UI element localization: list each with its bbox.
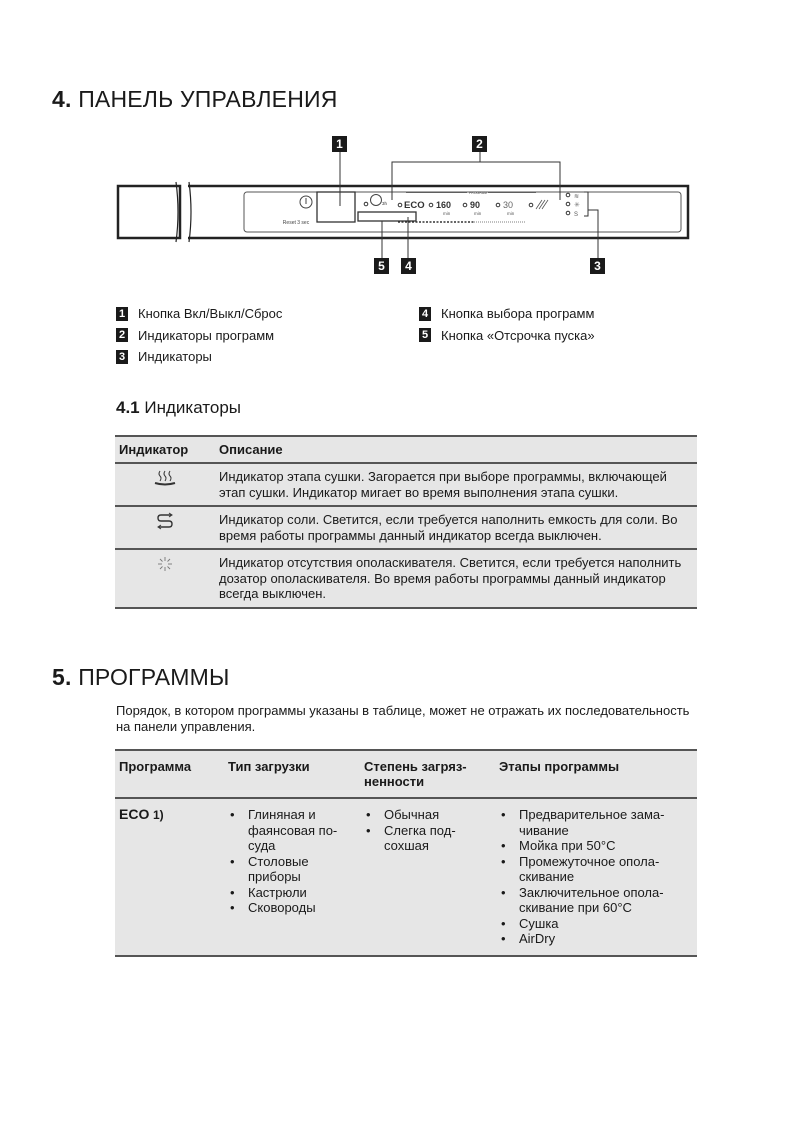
legend-badge: 1 [116, 307, 128, 321]
section-4-heading [52, 86, 338, 113]
section-number: 5. [52, 664, 72, 690]
callout-5: 5 [374, 258, 389, 274]
program-90-unit: min [474, 211, 482, 216]
legend-item [419, 303, 595, 325]
reset-label: Reset 3 sec [282, 220, 310, 226]
program-30-unit: min [507, 211, 515, 216]
callout-2: 2 [472, 136, 487, 152]
indicator-description: Индикатор этапа сушки. Загорается при выборе программы, включающей этап сушки. Индикатор мигает во время выполнения этапа сушки. [215, 463, 697, 506]
header-indicator: Индикатор [115, 436, 215, 463]
program-footnote: 1) [152, 808, 164, 822]
list-item: • AirDry [499, 931, 693, 947]
indicator-description: Индикатор отсутствия ополаскивателя. Светится, если требуется наполнить дозатор ополаскивателя. Во время работы программы данный индикатор всегда выключен. [215, 549, 697, 608]
salt-icon [155, 512, 175, 530]
legend-label: Индикаторы программ [138, 327, 275, 343]
control-panel-diagram [110, 134, 700, 279]
section-title: ПРОГРАММЫ [78, 664, 230, 690]
list-item: • Обычная [364, 807, 491, 823]
callout-1: 1 [332, 136, 347, 152]
legend-label: Кнопка «Отсрочка пуска» [441, 327, 595, 343]
header-description: Описание [215, 436, 697, 463]
list-item: • Сковороды [228, 900, 356, 916]
header-soil-level: Степень загряз- ненности [360, 750, 495, 798]
section-5-heading [52, 664, 230, 691]
legend-item [419, 325, 595, 347]
table-header-row [115, 436, 697, 463]
soil-levels-cell [360, 798, 495, 956]
legend-right [419, 303, 595, 346]
header-load-type: Тип загрузки [224, 750, 360, 798]
table-row [115, 549, 697, 608]
program-30-label: 30 [503, 200, 514, 210]
break-mark [189, 182, 191, 242]
program-160-label: 160 [436, 200, 452, 210]
table-row [115, 798, 697, 956]
programs-intro: Порядок, в котором программы указаны в таблице, может не отражать их последовательность на панели управления. [116, 703, 690, 734]
clock-3h-icon [371, 195, 382, 206]
door-left-part [118, 186, 180, 238]
section-title: ПАНЕЛЬ УПРАВЛЕНИЯ [78, 86, 338, 112]
drying-icon [150, 469, 180, 487]
subsection-4-1-heading [116, 398, 241, 418]
salt-icon: S [574, 212, 579, 218]
list-item: • Слегка под-сохшая [364, 823, 491, 854]
program-header-label: PROGRAM [468, 191, 488, 195]
program-90-label: 90 [470, 200, 481, 210]
program-cell [115, 798, 224, 956]
subsection-title: Индикаторы [144, 398, 242, 417]
list-item: • Глиняная и фаянсовая по-суда [228, 807, 356, 854]
legend-label: Индикаторы [138, 349, 212, 365]
table-row [115, 506, 697, 549]
delay-label: 3h [382, 201, 388, 206]
rinse-aid-icon: ✳ [574, 202, 580, 209]
header-program-phases: Этапы программы [495, 750, 697, 798]
legend-badge: 2 [116, 328, 128, 342]
header-program: Программа [115, 750, 224, 798]
program-name: ECO [119, 806, 150, 822]
legend-label: Кнопка выбора программ [441, 306, 595, 322]
drying-icon: ≋ [574, 194, 580, 200]
delay-start-button[interactable] [358, 212, 416, 221]
legend-label: Кнопка Вкл/Выкл/Сброс [138, 306, 283, 322]
on-off-button[interactable] [317, 192, 355, 222]
subsection-number: 4.1 [116, 398, 140, 417]
callout-4: 4 [401, 258, 416, 274]
load-types-cell [224, 798, 360, 956]
list-item: • Столовые приборы [228, 854, 356, 885]
legend-item [116, 303, 282, 325]
list-item: • Предварительное зама-чивание [499, 807, 693, 838]
list-item: • Сушка [499, 916, 693, 932]
section-number: 4. [52, 86, 72, 112]
legend-badge: 3 [116, 350, 128, 364]
list-item: • Заключительное опола-скивание при 60°C [499, 885, 693, 916]
list-item: • Мойка при 50°C [499, 838, 693, 854]
legend-badge: 5 [419, 328, 431, 342]
indicators-table [115, 435, 697, 609]
callout-3: 3 [590, 258, 605, 274]
programs-table [115, 749, 697, 957]
list-item: • Промежуточное опола-скивание [499, 854, 693, 885]
legend-item [116, 325, 282, 347]
panel-inner [244, 192, 681, 232]
rinse-aid-icon [155, 555, 175, 573]
table-row [115, 463, 697, 506]
table-header-row [115, 750, 697, 798]
legend-item [116, 346, 282, 368]
legend-badge: 4 [419, 307, 431, 321]
legend-left [116, 303, 282, 368]
program-160-unit: min [443, 211, 451, 216]
break-mark [176, 182, 178, 242]
phases-cell [495, 798, 697, 956]
list-item: • Кастрюли [228, 885, 356, 901]
program-eco-label: ECO [404, 200, 425, 211]
glass-rinse-icon [536, 200, 548, 209]
panel-bar [188, 186, 688, 238]
indicator-description: Индикатор соли. Светится, если требуется наполнить емкость для соли. Во время работы программы данный индикатор всегда выключен. [215, 506, 697, 549]
